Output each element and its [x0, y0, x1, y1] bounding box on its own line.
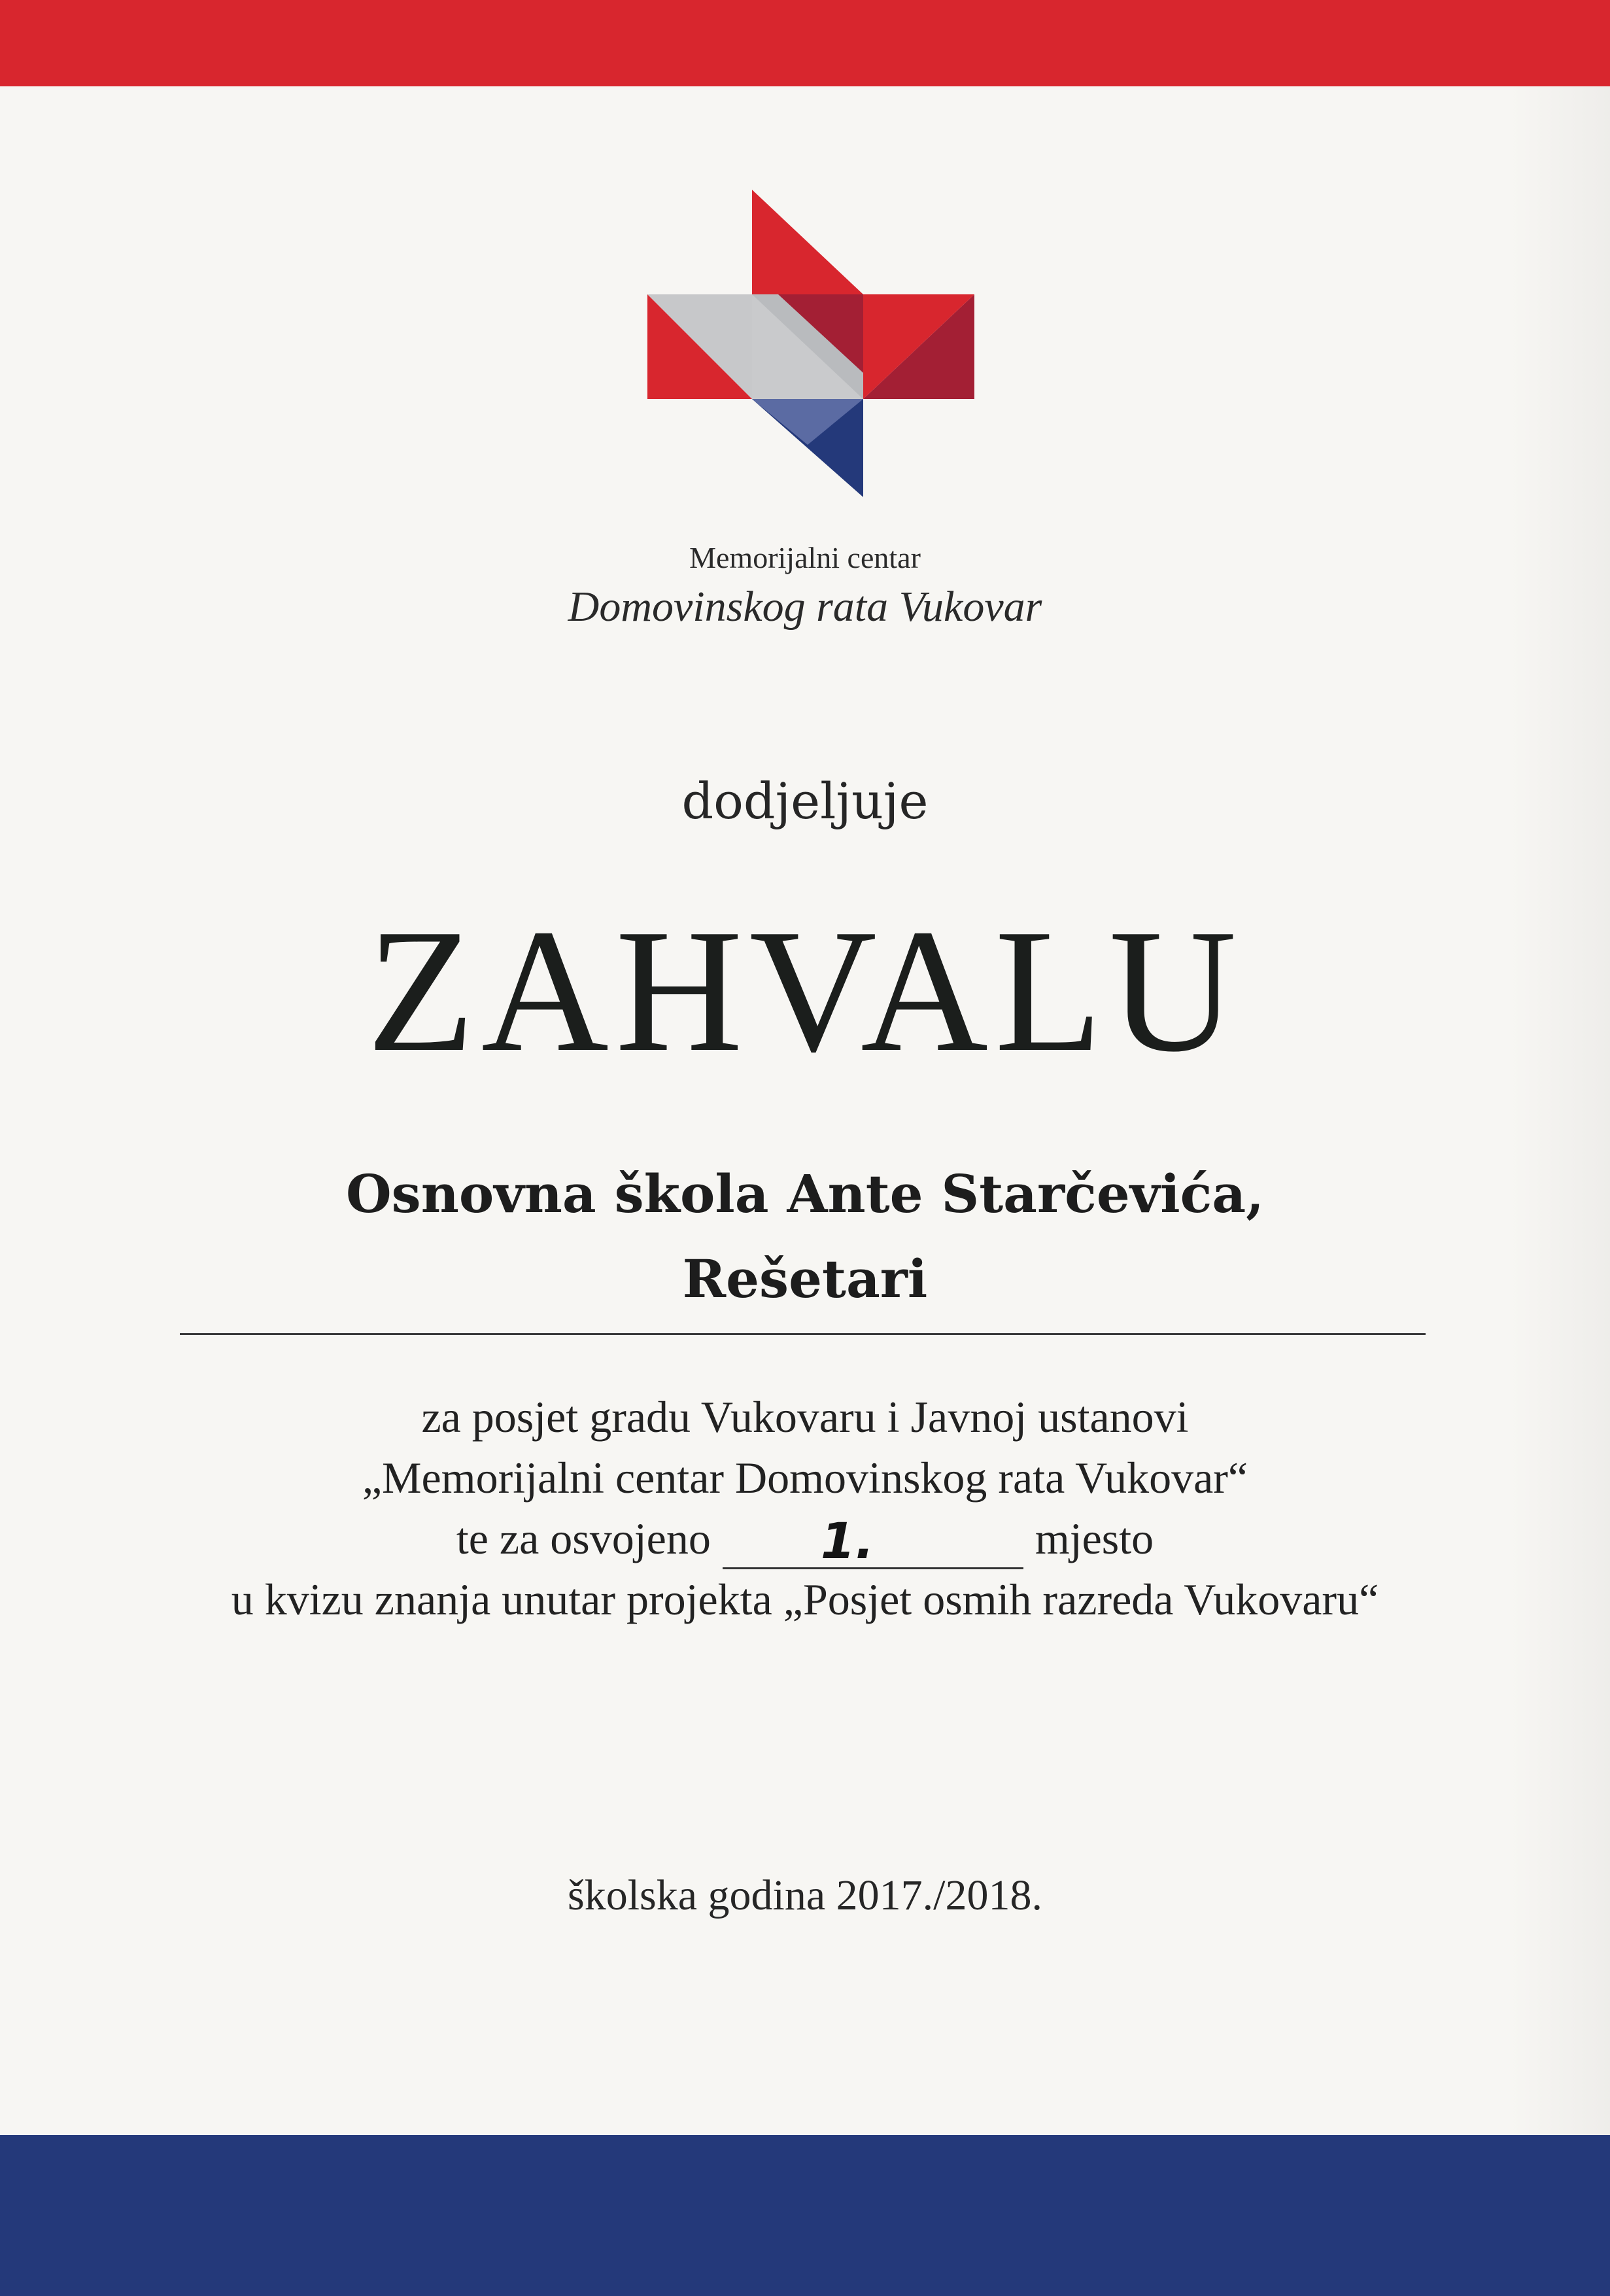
certificate-title: ZAHVALU — [367, 893, 1243, 1088]
body-line4: u kvizu znanja unutar projekta „Posjet osmih razreda Vukovaru“ — [231, 1574, 1379, 1624]
certificate-body — [0, 1387, 1610, 1630]
recipient-line1: Osnovna škola Ante Starčevića, — [345, 1163, 1265, 1225]
body-line3-before: te za osvojeno — [456, 1514, 711, 1563]
recipient-line2: Rešetari — [682, 1248, 928, 1310]
body-line2: „Memorijalni centar Domovinskog rata Vukovar“ — [362, 1453, 1248, 1503]
school-year: školska godina 2017./2018. — [568, 1871, 1042, 1919]
divider-line — [180, 1333, 1426, 1335]
recipient-block — [0, 1151, 1610, 1321]
organization-name-line1: Memorijalni centar — [689, 541, 921, 574]
organization-name-line2: Domovinskog rata Vukovar — [568, 583, 1042, 631]
body-line1: za posjet gradu Vukovaru i Javnoj ustanovi — [421, 1392, 1189, 1442]
place-value: 1. — [820, 1512, 874, 1570]
top-red-band — [0, 0, 1610, 86]
grants-text: dodjeljuje — [681, 772, 929, 830]
body-line3-after: mjesto — [1035, 1514, 1154, 1563]
memorial-center-logo-icon — [647, 183, 974, 497]
body-line3 — [0, 1508, 1610, 1569]
place-blank — [723, 1512, 1023, 1570]
paper-edge-shade — [1511, 86, 1610, 2135]
bottom-blue-band — [0, 2135, 1610, 2296]
